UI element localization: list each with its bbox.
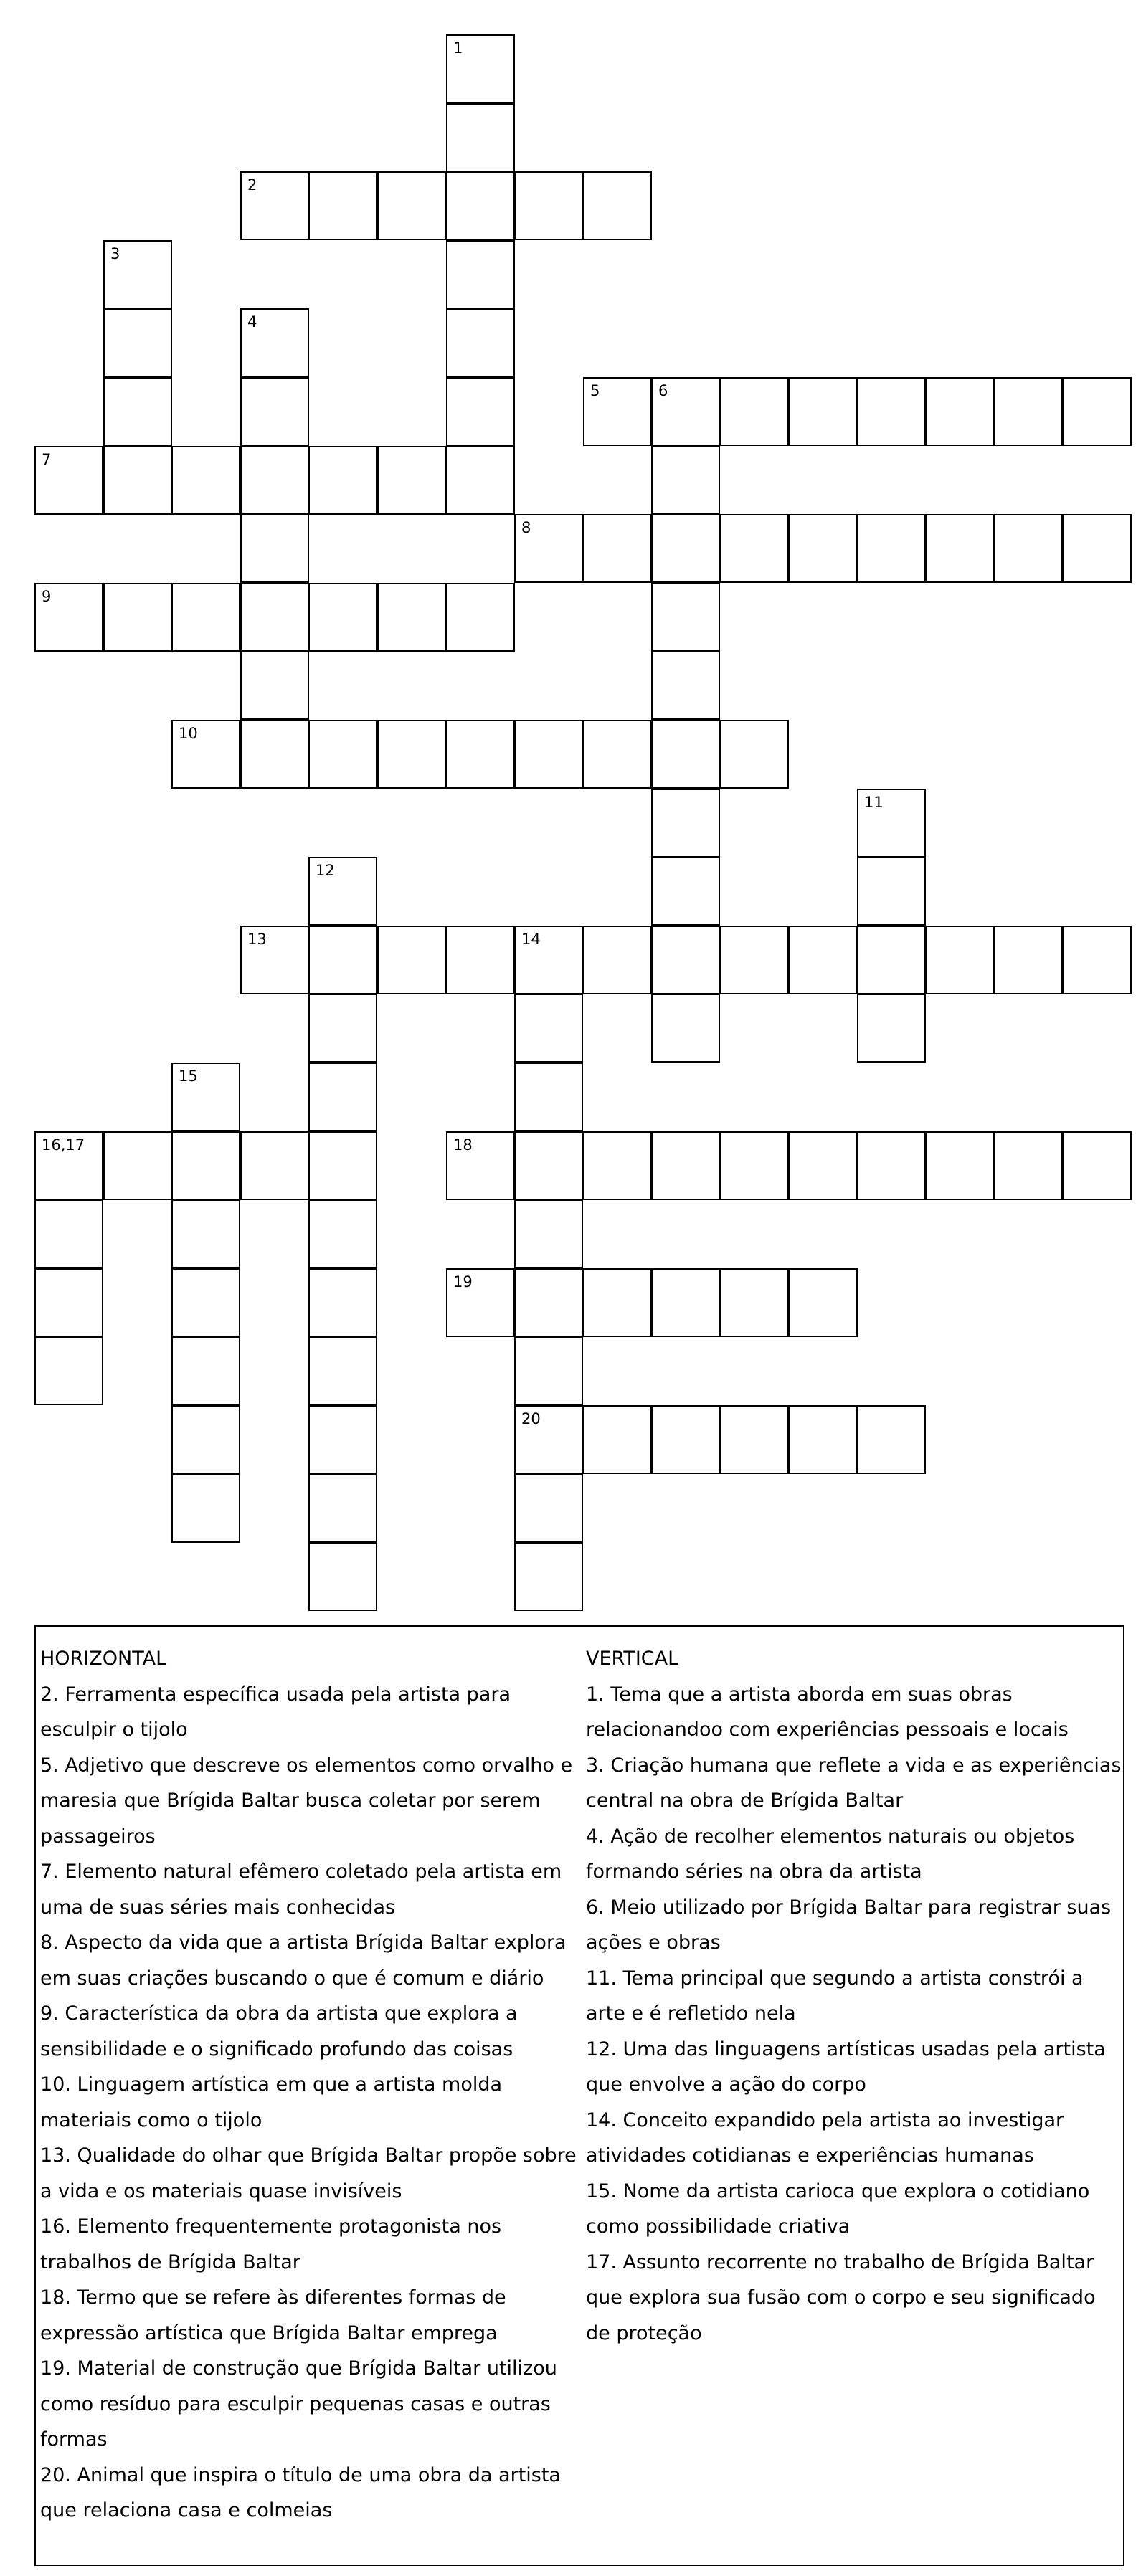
crossword-cell[interactable]	[514, 1405, 583, 1474]
crossword-cell[interactable]	[514, 720, 583, 789]
crossword-cell[interactable]	[308, 1063, 377, 1131]
crossword-cell[interactable]	[514, 171, 583, 240]
crossword-cell[interactable]	[651, 1131, 720, 1200]
crossword-cell[interactable]	[1063, 514, 1132, 583]
clue-horizontal-8: 8. Aspecto da vida que a artista Brígida Baltar explora em suas criações buscando o que é comum e diário	[40, 1931, 567, 1990]
crossword-cell[interactable]	[651, 1405, 720, 1474]
crossword-cell[interactable]	[171, 720, 240, 789]
crossword-cell[interactable]	[1063, 377, 1132, 446]
clue-vertical-15: 15. Nome da artista carioca que explora o cotidiano como possibilidade criativa	[586, 2180, 1090, 2238]
crossword-cell[interactable]	[171, 1131, 240, 1200]
crossword-cell[interactable]	[446, 1268, 515, 1337]
crossword-cell[interactable]	[651, 377, 720, 446]
crossword-cell[interactable]	[308, 1542, 377, 1611]
clue-number: 5	[590, 382, 600, 399]
crossword-cell[interactable]	[240, 171, 309, 240]
crossword-cell[interactable]	[171, 446, 240, 515]
crossword-cell[interactable]	[651, 857, 720, 926]
crossword-cell[interactable]	[857, 1405, 926, 1474]
clue-vertical-17: 17. Assunto recorrente no trabalho de Brígida Baltar que explora sua fusão com o corpo e seu significado de proteção	[586, 2251, 1096, 2344]
crossword-cell[interactable]	[171, 1474, 240, 1543]
crossword-cell[interactable]	[240, 514, 309, 583]
crossword-cell[interactable]	[857, 514, 926, 583]
crossword-cell[interactable]	[514, 1131, 583, 1200]
crossword-cell[interactable]	[994, 377, 1063, 446]
clue-number: 18	[453, 1136, 473, 1154]
crossword-cell[interactable]	[446, 583, 515, 652]
crossword-cell[interactable]	[34, 1131, 103, 1200]
crossword-cell[interactable]	[377, 446, 446, 515]
crossword-cell[interactable]	[651, 720, 720, 789]
crossword-cell[interactable]	[514, 1542, 583, 1611]
crossword-cell[interactable]	[514, 1063, 583, 1131]
crossword-cell[interactable]	[240, 308, 309, 377]
clue-number: 15	[179, 1068, 198, 1085]
crossword-cell[interactable]	[446, 308, 515, 377]
crossword-cell[interactable]	[446, 1131, 515, 1200]
crossword-cell[interactable]	[34, 1336, 103, 1405]
crossword-cell[interactable]	[583, 514, 652, 583]
crossword-cell[interactable]	[583, 171, 652, 240]
crossword-cell[interactable]	[240, 651, 309, 720]
clue-number: 6	[658, 382, 668, 399]
crossword-cell[interactable]	[720, 720, 789, 789]
crossword-cell[interactable]	[171, 583, 240, 652]
crossword-cell[interactable]	[514, 1336, 583, 1405]
crossword-cell[interactable]	[926, 1131, 995, 1200]
crossword-cell[interactable]	[308, 1131, 377, 1200]
crossword-cell[interactable]	[583, 377, 652, 446]
clue-vertical-11: 11. Tema principal que segundo a artista constrói a arte e é refletido nela	[586, 1967, 1084, 2025]
crossword-cell[interactable]	[103, 583, 172, 652]
clue-horizontal-2: 2. Ferramenta específica usada pela artista para esculpir o tijolo	[40, 1683, 511, 1741]
crossword-cell[interactable]	[651, 789, 720, 857]
crossword-cell[interactable]	[720, 1405, 789, 1474]
crossword-cell[interactable]	[240, 583, 309, 652]
clue-vertical-6: 6. Meio utilizado por Brígida Baltar para registrar suas ações e obras	[586, 1896, 1112, 1954]
crossword-cell[interactable]	[308, 446, 377, 515]
clue-vertical-3: 3. Criação humana que reflete a vida e as experiências central na obra de Brígida Baltar	[586, 1754, 1122, 1812]
crossword-cell[interactable]	[171, 1268, 240, 1337]
crossword-cell[interactable]	[308, 1336, 377, 1405]
crossword-cell[interactable]	[240, 377, 309, 446]
crossword-cell[interactable]	[240, 1131, 309, 1200]
clue-number: 20	[521, 1410, 541, 1427]
crossword-cell[interactable]	[171, 1199, 240, 1268]
clue-number: 14	[521, 931, 541, 948]
crossword-cell[interactable]	[308, 1268, 377, 1337]
crossword-cell[interactable]	[377, 720, 446, 789]
crossword-cell[interactable]	[103, 1131, 172, 1200]
crossword-cell[interactable]	[994, 1131, 1063, 1200]
clue-horizontal-13: 13. Qualidade do olhar que Brígida Baltar propõe sobre a vida e os materiais quase invisíveis	[40, 2144, 577, 2202]
crossword-cell[interactable]	[308, 583, 377, 652]
crossword-cell[interactable]	[103, 446, 172, 515]
crossword-cell[interactable]	[308, 857, 377, 926]
crossword-cell[interactable]	[34, 1268, 103, 1337]
crossword-cell[interactable]	[994, 514, 1063, 583]
crossword-cell[interactable]	[994, 926, 1063, 994]
crossword-cell[interactable]	[308, 720, 377, 789]
crossword-cell[interactable]	[34, 583, 103, 652]
clue-vertical-14: 14. Conceito expandido pela artista ao investigar atividades cotidianas e experiências humanas	[586, 2109, 1064, 2167]
crossword-cell[interactable]	[789, 514, 858, 583]
clue-horizontal-7: 7. Elemento natural efêmero coletado pela artista em uma de suas séries mais conhecidas	[40, 1860, 562, 1919]
crossword-cell[interactable]	[789, 1405, 858, 1474]
crossword-cell[interactable]	[926, 926, 995, 994]
clue-horizontal-16: 16. Elemento frequentemente protagonista nos trabalhos de Brígida Baltar	[40, 2215, 502, 2273]
crossword-cell[interactable]	[34, 446, 103, 515]
horizontal-heading: HORIZONTAL	[40, 1648, 167, 1670]
crossword-cell[interactable]	[857, 1131, 926, 1200]
crossword-cell[interactable]	[308, 171, 377, 240]
clue-vertical-12: 12. Uma das linguagens artísticas usadas pela artista que envolve a ação do corpo	[586, 2038, 1106, 2096]
crossword-cell[interactable]	[789, 1268, 858, 1337]
crossword-cell[interactable]	[789, 1131, 858, 1200]
clue-number: 8	[521, 519, 531, 536]
crossword-cell[interactable]	[651, 514, 720, 583]
clue-number: 7	[42, 451, 52, 468]
clue-number: 9	[42, 588, 52, 605]
clue-number: 19	[453, 1273, 473, 1291]
crossword-cell[interactable]	[171, 1063, 240, 1131]
clue-number: 11	[864, 794, 884, 811]
crossword-cell[interactable]	[1063, 926, 1132, 994]
crossword-cell[interactable]	[514, 994, 583, 1063]
crossword-cell[interactable]	[377, 926, 446, 994]
crossword-cell[interactable]	[446, 34, 515, 103]
crossword-cell[interactable]	[583, 926, 652, 994]
clue-box	[34, 1625, 1124, 2566]
crossword-cell[interactable]	[446, 926, 515, 994]
crossword-cell[interactable]	[651, 1268, 720, 1337]
crossword-cell[interactable]	[34, 1199, 103, 1268]
crossword-cell[interactable]	[514, 926, 583, 994]
clue-number: 16,17	[42, 1136, 85, 1154]
crossword-cell[interactable]	[926, 377, 995, 446]
clue-number: 12	[316, 862, 335, 879]
clue-vertical-1: 1. Tema que a artista aborda em suas obras relacionandoo com experiências pessoais e locais	[586, 1683, 1069, 1741]
clue-number: 13	[247, 931, 267, 948]
crossword-cell[interactable]	[651, 583, 720, 652]
crossword-cell[interactable]	[446, 240, 515, 309]
clue-vertical-4: 4. Ação de recolher elementos naturais ou objetos formando séries na obra da artista	[586, 1825, 1075, 1883]
clue-horizontal-20: 20. Animal que inspira o título de uma obra da artista que relaciona casa e colmeias	[40, 2463, 561, 2522]
crossword-cell[interactable]	[377, 171, 446, 240]
crossword-cell[interactable]	[857, 377, 926, 446]
clue-number: 2	[247, 176, 257, 194]
crossword-cell[interactable]	[651, 926, 720, 994]
clue-horizontal-9: 9. Característica da obra da artista que explora a sensibilidade e o significado profundo das coisas	[40, 2002, 518, 2061]
horizontal-clues-column	[40, 1641, 584, 2529]
clue-number: 1	[453, 39, 463, 57]
crossword-cell[interactable]	[857, 789, 926, 857]
crossword-cell[interactable]	[651, 994, 720, 1063]
crossword-cell[interactable]	[1063, 1131, 1132, 1200]
crossword-cell[interactable]	[308, 1199, 377, 1268]
crossword-cell[interactable]	[446, 171, 515, 240]
crossword-cell[interactable]	[514, 1199, 583, 1268]
crossword-cell[interactable]	[720, 514, 789, 583]
clue-number: 10	[179, 725, 198, 742]
crossword-cell[interactable]	[377, 583, 446, 652]
clue-number: 4	[247, 313, 257, 331]
crossword-cell[interactable]	[789, 926, 858, 994]
crossword-cell[interactable]	[583, 1131, 652, 1200]
crossword-cell[interactable]	[103, 308, 172, 377]
crossword-cell[interactable]	[308, 1405, 377, 1474]
crossword-cell[interactable]	[446, 377, 515, 446]
crossword-cell[interactable]	[857, 994, 926, 1063]
crossword-cell[interactable]	[857, 857, 926, 926]
crossword-cell[interactable]	[514, 1268, 583, 1337]
crossword-cell[interactable]	[514, 1474, 583, 1543]
vertical-clues-column	[586, 1641, 1122, 2351]
crossword-cell[interactable]	[308, 994, 377, 1063]
crossword-cell[interactable]	[514, 514, 583, 583]
crossword-cell[interactable]	[240, 720, 309, 789]
crossword-cell[interactable]	[446, 103, 515, 172]
crossword-cell[interactable]	[720, 1131, 789, 1200]
crossword-cell[interactable]	[171, 1405, 240, 1474]
crossword-cell[interactable]	[651, 446, 720, 515]
vertical-heading: VERTICAL	[586, 1648, 679, 1670]
crossword-cell[interactable]	[240, 446, 309, 515]
crossword-cell[interactable]	[446, 720, 515, 789]
clue-horizontal-18: 18. Termo que se refere às diferentes formas de expressão artística que Brígida Baltar emprega	[40, 2286, 506, 2344]
crossword-cell[interactable]	[651, 651, 720, 720]
crossword-cell[interactable]	[240, 926, 309, 994]
crossword-cell[interactable]	[103, 377, 172, 446]
crossword-cell[interactable]	[583, 1405, 652, 1474]
clue-horizontal-19: 19. Material de construção que Brígida Baltar utilizou como resíduo para esculpir pequenas casas e outras formas	[40, 2357, 557, 2451]
crossword-cell[interactable]	[720, 1268, 789, 1337]
crossword-cell[interactable]	[446, 446, 515, 515]
crossword-cell[interactable]	[583, 720, 652, 789]
crossword-cell[interactable]	[926, 514, 995, 583]
crossword-cell[interactable]	[171, 1336, 240, 1405]
clue-horizontal-5: 5. Adjetivo que descreve os elementos como orvalho e maresia que Brígida Baltar busca coletar por serem passageiros	[40, 1754, 573, 1848]
clue-horizontal-10: 10. Linguagem artística em que a artista molda materiais como o tijolo	[40, 2073, 503, 2131]
clue-number: 3	[110, 245, 120, 262]
crossword-cell[interactable]	[857, 926, 926, 994]
crossword-cell[interactable]	[720, 377, 789, 446]
crossword-cell[interactable]	[720, 926, 789, 994]
crossword-cell[interactable]	[583, 1268, 652, 1337]
crossword-cell[interactable]	[103, 240, 172, 309]
crossword-cell[interactable]	[308, 926, 377, 994]
crossword-cell[interactable]	[789, 377, 858, 446]
crossword-cell[interactable]	[308, 1474, 377, 1543]
